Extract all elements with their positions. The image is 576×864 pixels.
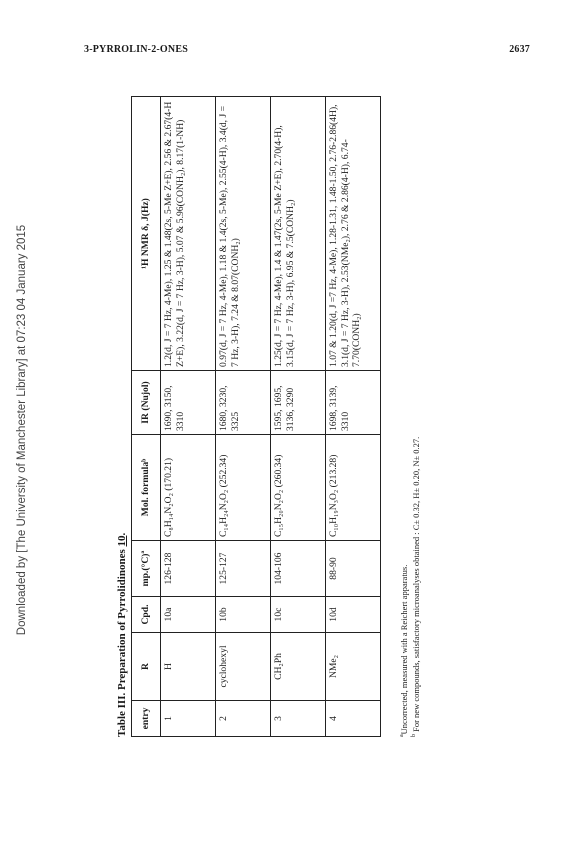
download-watermark: Downloaded by [The University of Manchester Library] at 07:23 04 January 2015 [16,224,28,636]
footnote-b-text: For new compounds, satisfactory microanalyses obtained : C± 0.32, H± 0.20, N± 0.27. [411,436,422,732]
cell-formula: C₈H₁₄N₂O₂ (170.21) [161,435,216,541]
cell-entry: 4 [326,701,381,737]
pyrrolidinone-table [131,96,381,737]
footnote-a-text: Uncorrected, measured with a Reichert apparatus. [398,564,409,735]
cell-mp: 126-128 [161,541,216,597]
cell-entry: 2 [216,701,271,737]
cell-nmr: 1.25(d, J = 7 Hz, 4-Me), 1.4 & 1.47(2s, 5-Me Z+E), 2.70(4-H), 3.15(d, J = 7 Hz, 3-H), 6.95 & 7.5(CONH₂) [271,97,326,371]
cell-ir: 1595, 1695, 3136, 3290 [271,371,326,435]
cell-nmr: 1.07 & 1.20(d, J =7 Hz, 4-Me), 1.28-1.31, 1.48-1.50, 2.76-2.86(4H), 3.1(d, J = 7 Hz, 3-H), 2.53(NMe₂), 2.76 & 2.86(4-H), 6.74-7.70(CONH₂) [326,97,381,371]
cell-cpd: 10c [271,597,326,633]
cell-ir: 1680, 3230, 3325 [216,371,271,435]
running-head [84,44,530,55]
footnote-b [410,437,422,737]
cell-entry: 1 [161,701,216,737]
running-title: 3-PYRROLIN-2-ONES [84,44,188,55]
cell-r: cyclohexyl [216,633,271,701]
cell-mp: 88-90 [326,541,381,597]
cell-r: H [161,633,216,701]
page-number: 2637 [509,44,530,55]
cell-formula: C₁₀H₁₉N₃O₂ (213.28) [326,435,381,541]
footnote-a [398,437,410,737]
caption-compound-ref: 10 [116,535,128,547]
table-row [326,97,381,737]
cell-ir: 1690, 3150, 3310 [161,371,216,435]
table-header-row [132,97,161,737]
cell-formula: C₁₅H₂₀N₂O₂ (260.34) [271,435,326,541]
table-row [216,97,271,737]
cell-cpd: 10b [216,597,271,633]
table-caption [116,533,128,737]
rotated-table-block [116,97,464,737]
cell-mp: 104-106 [271,541,326,597]
footnote-b-mark: b [411,734,418,737]
cell-cpd: 10d [326,597,381,633]
cell-entry: 3 [271,701,326,737]
header-entry: entry [132,701,161,737]
cell-nmr: 0.97(d, J = 7 Hz, 4-Me), 1.18 & 1.4(2s, 5-Me), 2.55(4-H), 3.4(d, J = 7 Hz, 3-H), 7.24 & 8.07(CONH₂) [216,97,271,371]
table-row [271,97,326,737]
caption-period: . [116,532,128,536]
table-footnotes [398,437,423,737]
cell-formula: C₁₄H₂₄N₂O₂ (252.34) [216,435,271,541]
header-ir: IR (Nujol) [132,371,161,435]
table-row [161,97,216,737]
header-formula: Mol. formulaᵇ [132,435,161,541]
caption-text: Table III. Preparation of Pyrrolidinones [116,546,128,737]
header-r: R [132,633,161,701]
header-cpd: Cpd. [132,597,161,633]
cell-ir: 1698, 3139, 3310 [326,371,381,435]
header-nmr: ¹H NMR δ, J(Hz) [132,97,161,371]
footnote-a-mark: a [399,734,405,737]
header-mp: mp.(°C)ª [132,541,161,597]
cell-cpd: 10a [161,597,216,633]
cell-r: CH₂Ph [271,633,326,701]
cell-nmr: 1.2(d, J = 7 Hz, 4-Me), 1.25 & 1.48(2s, 5-Me Z+E), 2.56 & 2.67(4-H Z+E), 3.22(d, J = 7 Hz, 3-H), 5.07 & 5.96(CONH₂), 8.17(1-NH) [161,97,216,371]
cell-r: NMe₂ [326,633,381,701]
cell-mp: 125-127 [216,541,271,597]
